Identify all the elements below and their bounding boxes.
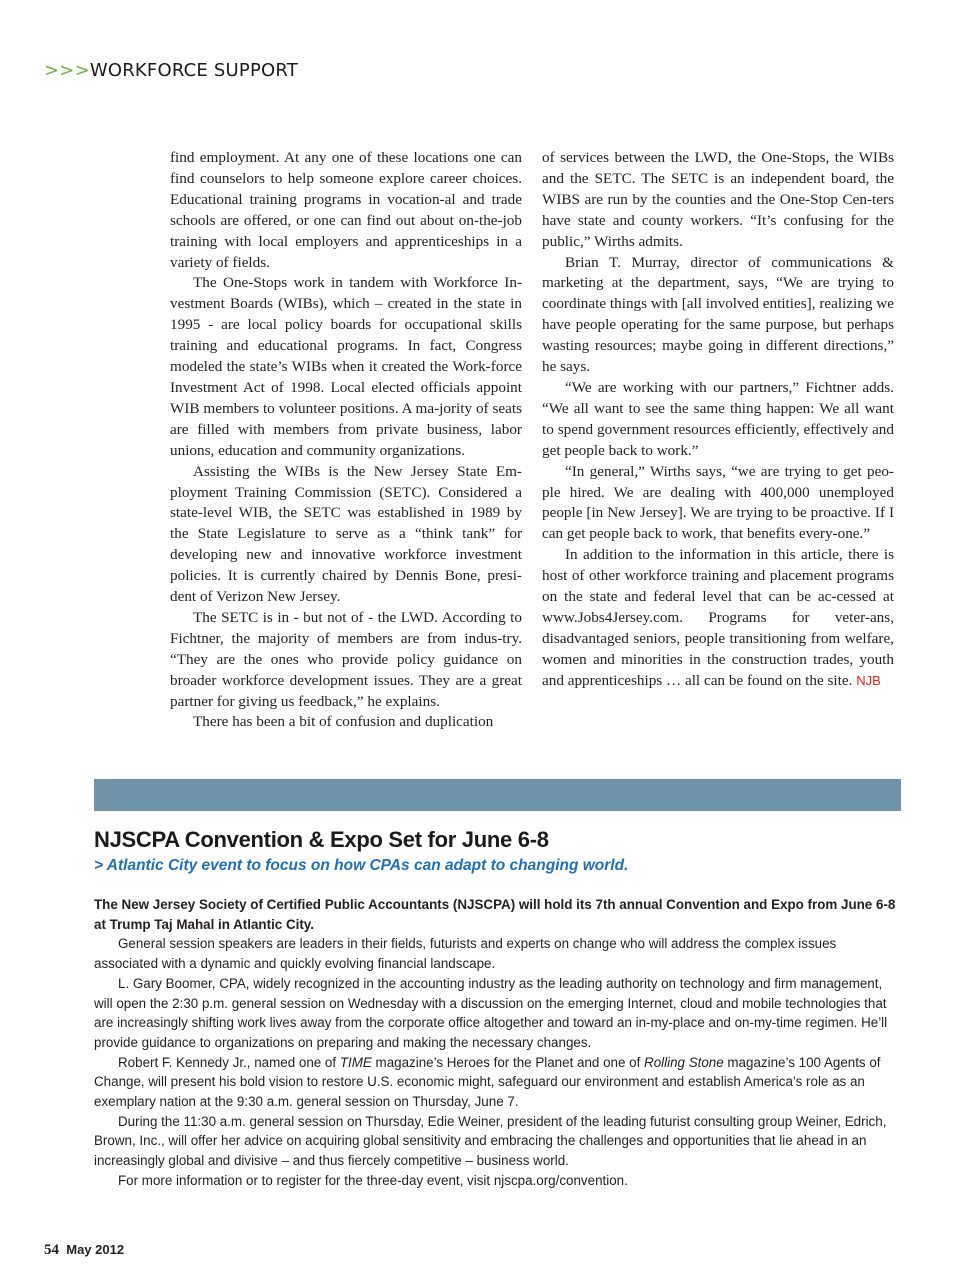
p3-part: magazine’s 100 Agents of Change, will present his bold vision to restore U.S. economic might, safeguard our environment and establish America’s role as an exemplary nation at the 9:30 a.m. general session on Thursday, June 7. (94, 1054, 881, 1110)
page-footer (44, 1242, 124, 1259)
section-header (44, 60, 298, 81)
sidebar-subtitle (94, 856, 900, 876)
article-paragraph: of services between the LWD, the One-Stops, the WIBs and the SETC. The SETC is an independent board, the WIBS are run by the counties and the One-Stop Cen-ters have state and county workers. “It’s confusing for the public,” Wirths admits. (542, 149, 894, 250)
sidebar-paragraph: General session speakers are leaders in their fields, futurists and experts on change who will address the complex issues associated with a dynamic and quickly evolving financial landscape. (94, 936, 837, 972)
article-paragraph: The One-Stops work in tandem with Workforce In-vestment Boards (WIBs), which – created in the state in 1995 - are local policy boards for occupational skills training and educational programs. In fact, Congress modeled the state’s WIBs when it created the Work-force Investment Act of 1998. Local elected officials appoint WIB members to volunteer positions. A ma-jority of seats are filled with members from private business, labor unions, education and community organizations. (170, 274, 522, 459)
article-paragraph: “We are working with our partners,” Fichtner adds. “We all want to see the same thing happen: We all want to spend government resources efficiently, effectively and get people back to work.” (542, 378, 894, 459)
article-paragraph: There has been a bit of confusion and duplication (193, 713, 494, 731)
article-paragraph: Assisting the WIBs is the New Jersey State Em-ployment Training Commission (SETC). Considered a state-level WIB, the SETC was established in 1989 by the State Legislature to serve as a “think tank” for developing new and innovative workforce investment policies. It is currently chaired by Dennis Bone, presi-dent of Verizon New Jersey. (170, 462, 522, 606)
end-mark-njb: NJB (856, 672, 881, 688)
sidebar-paragraph: During the 11:30 a.m. general session on Thursday, Edie Weiner, president of the leading futurist consulting group Weiner, Edrich, Brown, Inc., will offer her advice on acquiring global sensitivity and embracing the challenges and opportunities that lie ahead in an increasingly global and divisive – and thus fiercely competitive – business world. (94, 1113, 887, 1169)
article-paragraph: Brian T. Murray, director of communications & marketing at the department, says, “We are trying to coordinate things with [all involved entities], realizing we have people operating for the same purpose, but perhaps wasting resources; maybe going in different directions,” he says. (542, 253, 894, 376)
subtitle-arrow: > (94, 857, 104, 874)
article-paragraph: The SETC is in - but not of - the LWD. According to Fichtner, the majority of members are from indus-try. “They are the ones who provide policy guidance on broader workforce development issues. They are a great partner for giving us feedback,” he explains. (170, 608, 522, 710)
sidebar-paragraph: For more information or to register for the three-day event, visit njscpa.org/convention. (118, 1172, 628, 1188)
issue-date: May 2012 (66, 1242, 125, 1257)
sidebar-paragraph (94, 1053, 900, 1112)
subtitle-text: Atlantic City event to focus on how CPAs can adapt to changing world. (106, 857, 629, 874)
article-paragraph: “In general,” Wirths says, “we are trying to get peo-ple hired. We are dealing with 400,000 unemployed people [in New Jersey]. We are trying to be proactive. If I can get people back to work, that benefits every-one.” (542, 462, 894, 543)
sidebar-title: NJSCPA Convention & Expo Set for June 6-8 (94, 827, 549, 852)
p3-part: Robert F. Kennedy Jr., named one of (118, 1054, 340, 1070)
p3-rolling-stone-italic: Rolling Stone (644, 1054, 724, 1070)
article-column-right (542, 148, 894, 692)
sidebar-paragraph: L. Gary Boomer, CPA, widely recognized in the accounting industry as the leading authority on technology and firm management, will open the 2:30 p.m. general session on Wednesday with a discussion on the emerging Internet, cloud and mobile technologies that are increasingly shifting work lives away from the corporate office altogether and toward an in-my-place and on-my-time regimen. He’ll provide guidance to organizations on preparing and making the necessary changes. (94, 975, 888, 1050)
convention-sidebar (94, 826, 900, 1191)
article-column-left (170, 148, 522, 733)
page-number: 54 (44, 1242, 59, 1258)
article-paragraph: find employment. At any one of these locations one can find counselors to help someone explore career choices. Educational training programs in vocation-al and trade schools are offered, or one can find out about on-the-job training with local employers and apprenticeships in a variety of fields. (170, 149, 522, 271)
article-paragraph-text: In addition to the information in this article, there is host of other workforce training and placement programs on the state and federal level that can be ac-cessed at www.Jobs4Jersey.com. Programs for veter-ans, disadvantaged seniors, people transitioning from welfare, women and minorities in the construction trades, youth and apprenticeships … all can be found on the site. (542, 546, 894, 689)
section-title: WORKFORCE SUPPORT (89, 60, 299, 81)
article-paragraph-last (542, 545, 894, 691)
sidebar-lead: The New Jersey Society of Certified Public Accountants (NJSCPA) will hold its 7th annual Convention and Expo from June 6-8 at Trump Taj Mahal in Atlantic City. (94, 897, 896, 932)
p3-part: magazine’s Heroes for the Planet and one of (371, 1054, 645, 1070)
p3-time-italic: TIME (339, 1054, 372, 1070)
section-arrows: >>> (44, 60, 90, 81)
sidebar-color-band (94, 779, 901, 811)
sidebar-body (94, 895, 900, 1191)
